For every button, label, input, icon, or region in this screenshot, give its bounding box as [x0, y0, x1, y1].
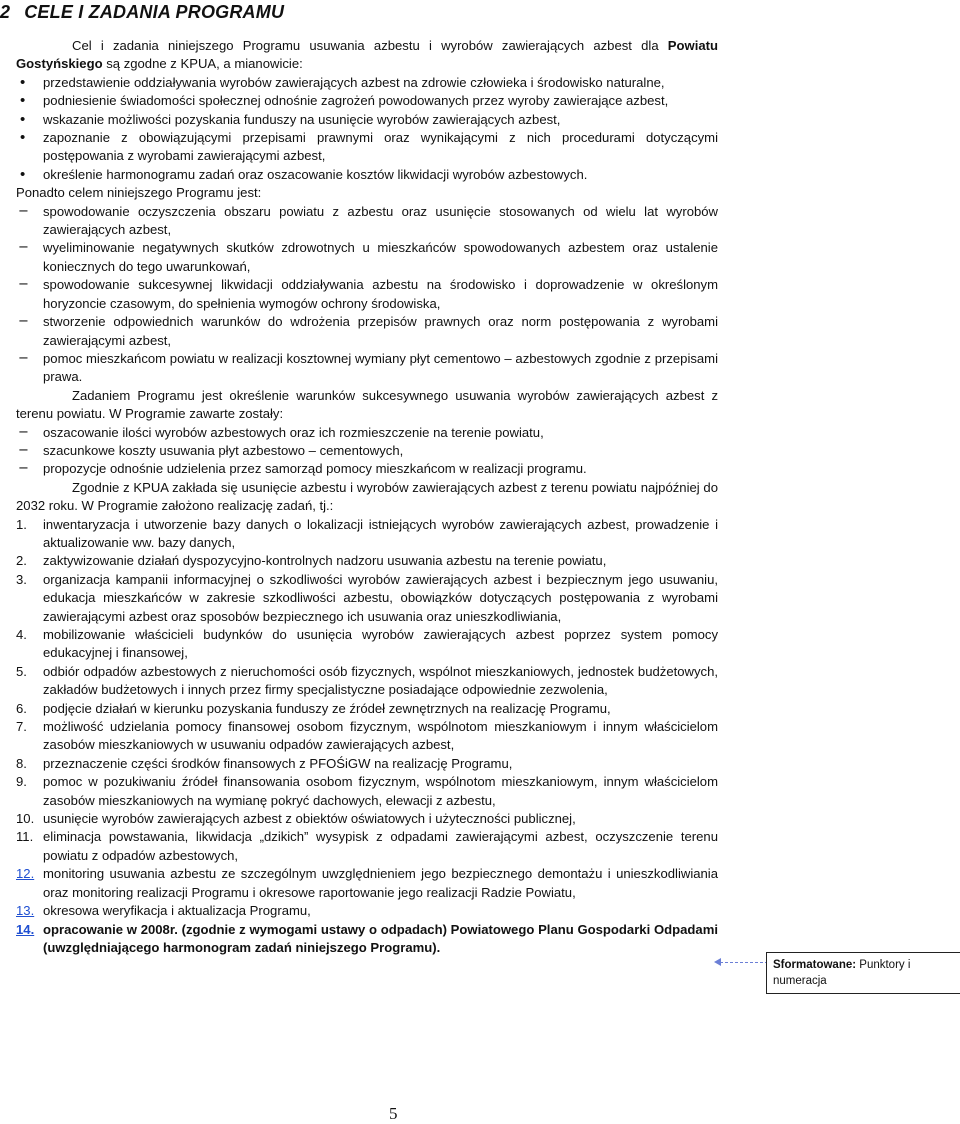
list-item: 8. przeznaczenie części środków finansowych z PFOŚiGW na realizację Programu,	[16, 755, 513, 771]
list-item: − oszacowanie ilości wyrobów azbestowych oraz ich rozmieszczenie na terenie powiatu,	[16, 424, 718, 442]
bullet-icon: •	[20, 73, 26, 91]
goals-intro: Ponadto celem niniejszego Programu jest:	[16, 185, 262, 201]
list-item: − spowodowanie sukcesywnej likwidacji oddziaływania azbestu na środowisko i doprowadzenie w określonym horyzoncie czasowym, do spełnienia wymogów ochrony środowiska,	[18, 277, 718, 311]
list-item: • określenie harmonogramu zadań oraz oszacowanie kosztów likwidacji wyrobów azbestowych.	[20, 165, 588, 183]
list-item: • zapoznanie z obowiązującymi przepisami prawnymi oraz wynikającymi z nich procedurami dotyczącymi postępowania z wyrobami zawierającymi azbest,	[20, 129, 718, 164]
dash-icon: −	[18, 277, 29, 293]
section-title: CELE I ZADANIA PROGRAMU	[24, 2, 285, 22]
list-item: 4. mobilizowanie właścicieli budynków do usunięcia wyrobów zawierających azbest poprzez system pomocy edukacyjnej i finansowej,	[16, 627, 718, 661]
comment-text: Punktory i numeracja	[773, 959, 911, 987]
bullet-icon: •	[20, 165, 26, 183]
list-item: 5. odbiór odpadów azbestowych z nieruchomości osób fizycznych, wspólnot mieszkaniowych, jednostek budżetowych, zakładów budżetowych i innych przez firmy specjalistyczne posiadające odpowiednie zezwolenia,	[16, 663, 718, 698]
list-item: − spowodowanie oczyszczenia obszaru powiatu z azbestu oraz usunięcie stosowanych od wielu lat wyrobów zawierających azbest,	[18, 203, 718, 238]
list-item: 7. możliwość udzielania pomocy finansowej osobom fizycznym, wspólnotom mieszkaniowym i innym właścicielom zasobów mieszkaniowych w usuwaniu odpadów zawierających azbest,	[16, 719, 718, 753]
list-item: − stworzenie odpowiednich warunków do wdrożenia przepisów prawnych oraz norm postępowania z wyrobami zawierającymi azbest,	[18, 314, 718, 348]
list-item: − pomoc mieszkańcom powiatu w realizacji kosztownej wymiany płyt cementowo – azbestowych zgodnie z przepisami prawa.	[18, 350, 718, 385]
goals-list	[16, 203, 718, 387]
document-body	[16, 37, 718, 957]
list-item: • przedstawienie oddziaływania wyrobów zawierających azbest na zdrowie człowieka i środowisko naturalne,	[20, 73, 665, 91]
list-number-link[interactable]: 14.	[16, 921, 35, 937]
list-number-link[interactable]: 13.	[16, 903, 35, 919]
powiat-name: Powiatu Gostyńskiego	[16, 38, 718, 72]
dash-icon: −	[18, 442, 29, 458]
bullet-icon: •	[20, 92, 26, 110]
comment-connector	[720, 962, 768, 963]
list-item: 10. usunięcie wyrobów zawierających azbest z obiektów oświatowych i użyteczności publicznej,	[16, 811, 576, 827]
kpua-paragraph: Zgodnie z KPUA zakłada się usunięcie azbestu i wyrobów zawierających azbest z terenu powiatu najpóźniej do 2032 roku. W Programie założono realizację zadań, tj.:	[16, 479, 718, 514]
list-item: − propozycje odnośnie udzielenia przez samorząd pomocy mieszkańcom w realizacji programu.	[16, 460, 718, 478]
format-comment-balloon[interactable]	[766, 952, 960, 994]
list-item: • wskazanie możliwości pozyskania funduszy na usunięcie wyrobów zawierających azbest,	[20, 110, 561, 128]
bullet-icon: •	[20, 110, 26, 128]
list-item: 1. inwentaryzacja i utworzenie bazy danych o lokalizacji istniejących wyrobów zawierających azbest, prowadzenie i aktualizowanie ww. bazy danych,	[16, 516, 718, 550]
list-item: − wyeliminowanie negatywnych skutków zdrowotnych u mieszkańców spowodowanych azbestem oraz ustalenie koniecznych do tego uwarunkowań,	[18, 240, 718, 274]
list-item: 13. okresowa weryfikacja i aktualizacja Programu,	[16, 902, 718, 920]
section-number: 2	[0, 2, 11, 22]
list-item: 14. opracowanie w 2008r. (zgodnie z wymogami ustawy o odpadach) Powiatowego Planu Gospodarki Odpadami (uwzględniającego harmonogram zadań niniejszego Programu).	[16, 921, 718, 955]
contents-list	[16, 424, 718, 479]
section-heading	[0, 2, 284, 23]
page-number: 5	[389, 1104, 398, 1123]
tasks-list	[16, 516, 718, 958]
dash-icon: −	[18, 350, 29, 366]
intro-paragraph: Cel i zadania niniejszego Programu usuwania azbestu i wyrobów zawierających azbest dla Powiatu Gostyńskiego są zgodne z KPUA, a mianowicie:	[16, 38, 718, 72]
list-number-link[interactable]: 12.	[16, 866, 35, 882]
list-item: • podniesienie świadomości społecznej odnośnie zagrożeń powodowanych przez wyroby zawierające azbest,	[20, 92, 669, 110]
list-item: 3. organizacja kampanii informacyjnej o szkodliwości wyrobów zawierających azbest i bezpiecznym jego usuwaniu, edukacja mieszkańców w zakresie szkodliwości azbestu, obowiązków dotyczących postępowania z wyrobami zawierającymi azbest oraz sposobów bezpiecznego ich usuwania oraz unieszkodliwiania,	[16, 571, 718, 624]
list-item: 6. podjęcie działań w kierunku pozyskania funduszy ze źródeł zewnętrznych na realizację Programu,	[16, 700, 611, 716]
dash-icon: −	[18, 314, 29, 330]
task-paragraph: Zadaniem Programu jest określenie warunków sukcesywnego usuwania wyrobów zawierających azbest z terenu powiatu. W Programie zawarte zostały:	[16, 387, 718, 422]
list-item: 9. pomoc w pozukiwaniu źródeł finansowania osobom fizycznym, wspólnotom mieszkaniowym, innym właścicielom zasobów mieszkaniowych na wymianę pokryć dachowych, elewacji z azbestu,	[16, 774, 718, 808]
dash-icon: −	[18, 424, 29, 440]
list-item: 12. monitoring usuwania azbestu ze szczególnym uwzględnieniem jego bezpiecznego demontażu i unieszkodliwiania oraz monitoring realizacji Programu i okresowe raportowanie jego realizacji Radzie Powiatu,	[16, 866, 718, 900]
bullet-icon: •	[20, 129, 26, 147]
list-item: 11. eliminacja powstawania, likwidacja „dzikich” wysypisk z odpadami zawierającymi azbest, oczyszczenie terenu powiatu z odpadów azbestowych,	[16, 829, 718, 863]
dash-icon: −	[18, 203, 29, 219]
bullet-list	[16, 74, 718, 184]
list-item: 2. zaktywizowanie działań dyspozycyjno-kontrolnych nadzoru usuwania azbestu na terenie powiatu,	[16, 553, 607, 569]
comment-label: Sformatowane:	[773, 959, 857, 971]
dash-icon: −	[18, 461, 29, 477]
dash-icon: −	[18, 240, 29, 256]
list-item: − szacunkowe koszty usuwania płyt azbestowo – cementowych,	[16, 442, 718, 460]
